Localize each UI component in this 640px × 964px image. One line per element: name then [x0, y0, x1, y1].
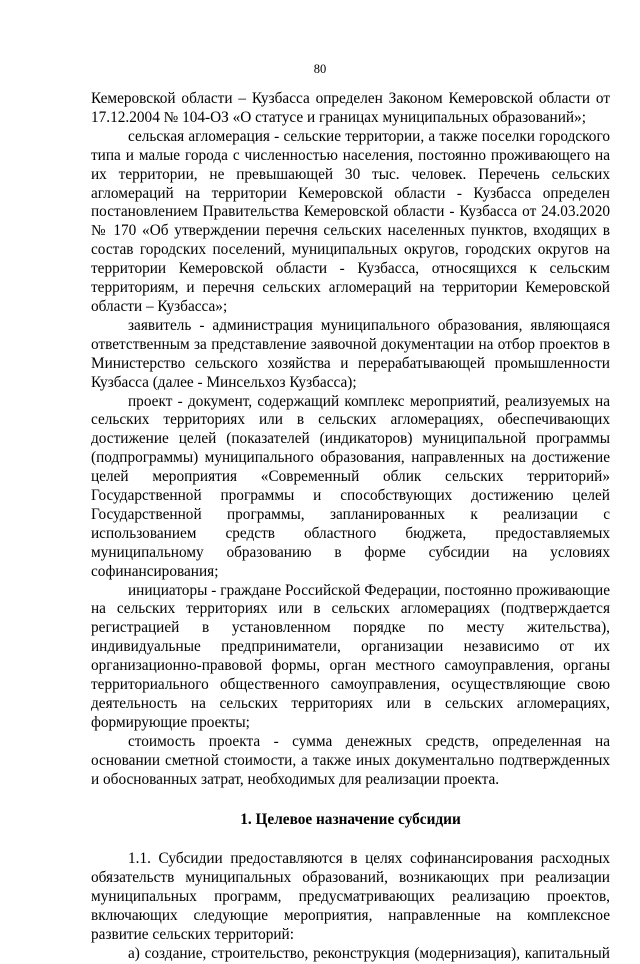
paragraph-item-a: а) создание, строительство, реконструкция (модернизация), капитальный	[128, 944, 610, 962]
paragraph-project-cost: стоимость проекта - сумма денежных средств, определенная на основании сметной стоимости, а также иных документально подтвержденных и обоснованных затрат, необходимых для реализации проекта.	[91, 732, 610, 788]
page-number: 80	[313, 62, 327, 76]
paragraph-rural-agglomeration: сельская агломерация - сельские территории, а также поселки городского типа и малые города с численностью населения, постоянно проживающего на их территории, не превышающей 30 тыс. человек. Перечень сельских агломераций на территории Кемеровской области - Кузбасса определен постановлением Правительства Кемеровской области - Кузбасса от 24.03.2020 № 170 «Об утверждении перечня сельских населенных пунктов, входящих в состав городских поселений, муниципальных округов, городских округов на территории Кемеровской области - Кузбасса, относящихся к сельским территориям, и перечня сельских агломераций на территории Кемеровской области – Кузбасса»;	[91, 127, 610, 315]
section-heading: 1. Целевое назначение субсидии	[240, 810, 461, 828]
paragraph-project: проект - документ, содержащий комплекс мероприятий, реализуемых на сельских территориях или в сельских агломерациях, обеспечивающих достижение целей (показателей (индикаторов) муниципальной программы (подпрограммы) муниципального образования, направленных на достижение целей мероприятия «Современный облик сельских территорий» Государственной программы и способствующих достижению целей Государственной программы, запланированных к реализации с использованием средств областного бюджета, предоставляемых муниципальному образованию в форме субсидии на условиях софинансирования;	[91, 392, 610, 580]
paragraph-subsidy-purpose: 1.1. Субсидии предоставляются в целях софинансирования расходных обязательств муниципальных образований, возникающих при реализации муниципальных программ, предусматривающих реализацию проектов, включающих следующие мероприятия, направленные на комплексное развитие сельских территорий:	[91, 850, 610, 944]
document-body	[91, 90, 610, 964]
paragraph-applicant: заявитель - администрация муниципального образования, являющаяся ответственным за представление заявочной документации на отбор проектов в Министерство сельского хозяйства и перерабатывающей промышленности Кузбасса (далее - Минсельхоз Кузбасса);	[91, 316, 610, 391]
paragraph-continuation: Кемеровской области – Кузбасса определен Законом Кемеровской области от 17.12.2004 № 104-ОЗ «О статусе и границах муниципальных образований»;	[91, 90, 610, 126]
paragraph-initiators: инициаторы - граждане Российской Федерации, постоянно проживающие на сельских территориях или в сельских агломерациях (подтверждается регистрацией в установленном порядке по месту жительства), индивидуальные предприниматели, организации независимо от их организационно-правовой формы, орган местного самоуправления, органы территориального общественного самоуправления, осуществляющие свою деятельность на сельских территориях или в сельских агломерациях, формирующие проекты;	[91, 581, 610, 731]
